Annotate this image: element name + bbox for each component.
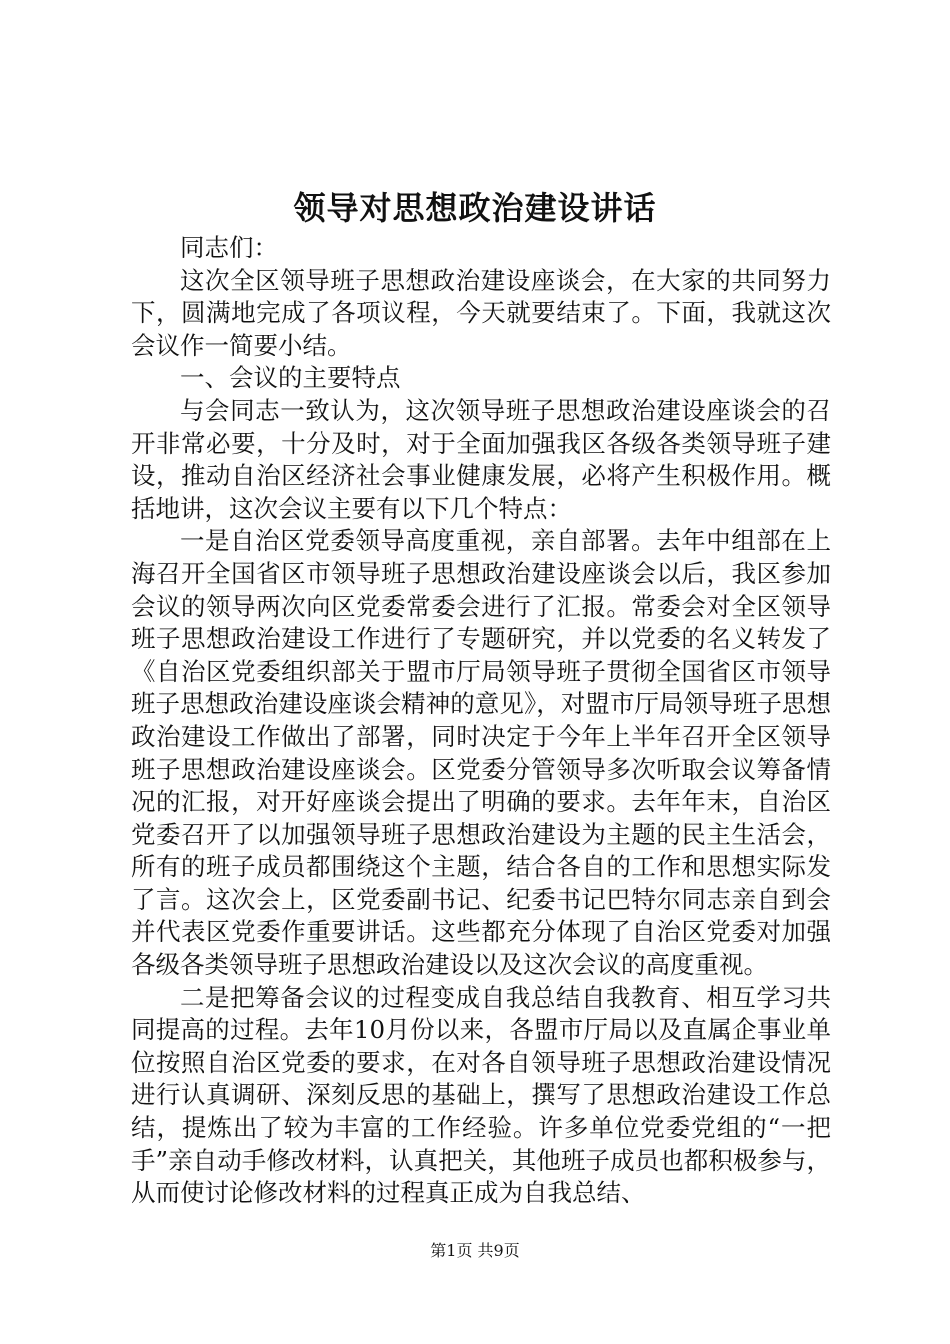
body-paragraph: 与会同志一致认为，这次领导班子思想政治建设座谈会的召开非常必要，十分及时，对于全面加强我区各级各类领导班子建设，推动自治区经济社会事业健康发展，必将产生积极作用。概括地讲，这次会议主要有以下几个特点： <box>131 395 831 523</box>
page-footer: 第1页 共9页 <box>430 1241 520 1260</box>
body-paragraph: 二是把筹备会议的过程变成自我总结自我教育、相互学习共同提高的过程。去年10月份以来，各盟市厅局以及直属企事业单位按照自治区党委的要求，在对各自领导班子思想政治建设情况进行认真调研、深刻反思的基础上，撰写了思想政治建设工作总结，提炼出了较为丰富的工作经验。许多单位党委党组的“一把手”亲自动手修改材料，认真把关，其他班子成员也都积极参与，从而使讨论修改材料的过程真正成为自我总结、 <box>131 982 831 1208</box>
section-heading: 一、会议的主要特点 <box>180 363 401 393</box>
document-title: 领导对思想政治建设讲话 <box>293 189 657 227</box>
body-paragraph: 一是自治区党委领导高度重视，亲自部署。去年中组部在上海召开全国省区市领导班子思想政治建设座谈会以后，我区参加会议的领导两次向区党委常委会进行了汇报。常委会对全区领导班子思想政治建设工作进行了专题研究，并以党委的名义转发了《自治区党委组织部关于盟市厅局领导班子贯彻全国省区市领导班子思想政治建设座谈会精神的意见》，对盟市厅局领导班子思想政治建设工作做出了部署，同时决定于今年上半年召开全区领导班子思想政治建设座谈会。区党委分管领导多次听取会议筹备情况的汇报，对开好座谈会提出了明确的要求。去年年末，自治区党委召开了以加强领导班子思想政治建设为主题的民主生活会，所有的班子成员都围绕这个主题，结合各自的工作和思想实际发了言。这次会上，区党委副书记、纪委书记巴特尔同志亲自到会并代表区党委作重要讲话。这些都充分体现了自治区党委对加强各级各类领导班子思想政治建设以及这次会议的高度重视。 <box>131 526 831 980</box>
salutation-paragraph: 同志们： <box>180 233 278 262</box>
document-body <box>131 232 831 1210</box>
intro-paragraph: 这次全区领导班子思想政治建设座谈会，在大家的共同努力下，圆满地完成了各项议程，今天就要结束了。下面，我就这次会议作一简要小结。 <box>131 265 831 360</box>
